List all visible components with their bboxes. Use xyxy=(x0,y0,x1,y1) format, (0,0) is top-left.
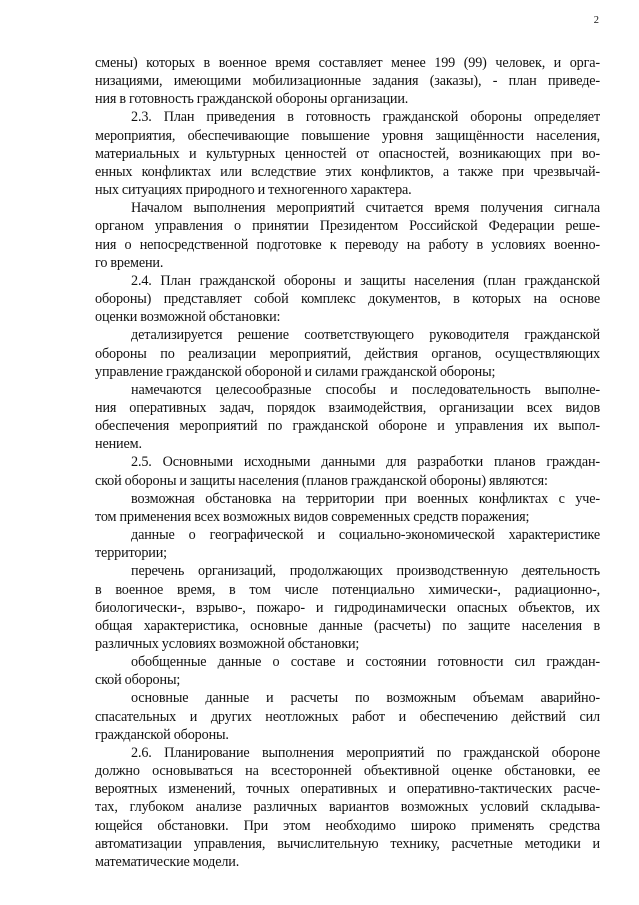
text-line: гражданской обороны. xyxy=(95,726,229,743)
text-line: обороны) представляет собой комплекс документов, в которых на основе xyxy=(95,291,600,308)
text-line: обороны по реализации мероприятий, действия органов, осуществляющих xyxy=(95,345,600,362)
text-line: обеспечения мероприятий по гражданской обороне и управления их выпол- xyxy=(95,418,600,435)
text-line: ния в готовность гражданской обороны организации. xyxy=(95,91,409,108)
text-line: нением. xyxy=(95,436,142,453)
text-line: обобщенные данные о составе и состоянии готовности сил граждан- xyxy=(131,654,600,671)
text-line: различных условиях возможной обстановки; xyxy=(95,636,360,652)
page-number: 2 xyxy=(593,15,599,26)
page-body xyxy=(95,54,600,871)
text-line: ской обороны; xyxy=(95,672,181,689)
text-line: перечень организаций, продолжающих производственную деятельность xyxy=(131,563,600,580)
text-line: 2.5. Основными исходными данными для разработки планов граждан- xyxy=(131,454,600,471)
text-line: смены) которых в военное время составляет менее 199 (99) человек, и орга- xyxy=(95,55,600,71)
text-line: органом управления о принятии Президентом Российской Федерации реше- xyxy=(95,218,600,235)
text-line: Началом выполнения мероприятий считается время получения сигнала xyxy=(131,200,600,217)
text-line: территории; xyxy=(95,545,167,562)
text-line: мероприятия, обеспечивающие повышение уровня защищённости населения, xyxy=(95,127,600,144)
text-line: 2.6. Планирование выполнения мероприятий по гражданской обороне xyxy=(131,744,600,761)
text-line: ния о непосредственной подготовке к переводу на работу в условиях военно- xyxy=(95,236,600,253)
text-line: управление гражданской обороной и силами гражданской обороны; xyxy=(95,363,496,380)
text-line: основные данные и расчеты по возможным объемам аварийно- xyxy=(131,690,600,707)
text-line: тах, глубоком анализе различных вариантов возможных условий складыва- xyxy=(95,799,600,816)
text-line: ющейся обстановки. При этом необходимо широко применять средства xyxy=(95,817,600,834)
text-line: спасательных и других неотложных работ и обеспечению действий сил xyxy=(95,708,600,725)
text-line: в военное время, в том числе потенциально химически-, радиационно-, xyxy=(95,581,600,598)
text-line: автоматизации управления, вычислительную технику, расчетные методики и xyxy=(95,835,600,852)
text-line: математические модели. xyxy=(95,853,240,870)
text-line: енных конфликтах или вследствие этих конфликтов, а также при чрезвычай- xyxy=(95,163,600,180)
text-line: ных ситуациях природного и техногенного характера. xyxy=(95,182,412,199)
text-line: общая характеристика, основные данные (расчеты) по защите населения в xyxy=(95,617,600,634)
text-line: 2.3. План приведения в готовность гражданской обороны определяет xyxy=(131,109,600,126)
text-line: данные о географической и социально-экономической характеристике xyxy=(131,527,600,544)
text-line: ния оперативных задач, порядок взаимодействия, организации всех видов xyxy=(95,399,600,416)
text-line: ской обороны и защиты населения (планов гражданской обороны) являются: xyxy=(95,472,548,489)
text-line: 2.4. План гражданской обороны и защиты населения (план гражданской xyxy=(131,272,600,289)
text-line: намечаются целесообразные способы и последовательность выполне- xyxy=(131,381,600,398)
text-line: возможная обстановка на территории при военных конфликтах с уче- xyxy=(131,490,600,507)
text-line: биологически-, взрыво-, пожаро- и гидродинамически опасных объектов, их xyxy=(95,599,600,616)
text-line: том применения всех возможных видов современных средств поражения; xyxy=(95,508,530,525)
text-line: го времени. xyxy=(95,254,164,271)
text-line: вероятных изменений, точных оперативных и оперативно-тактических расче- xyxy=(95,781,600,798)
text-line: должно основываться на всесторонней объективной оценке обстановки, ее xyxy=(95,763,600,780)
text-line: детализируется решение соответствующего руководителя гражданской xyxy=(131,327,600,344)
text-line: оценки возможной обстановки: xyxy=(95,309,281,326)
text-line: материальных и культурных ценностей от опасностей, возникающих при во- xyxy=(95,145,600,162)
text-line: низациями, имеющими мобилизационные задания (заказы), - план приведе- xyxy=(95,73,600,90)
